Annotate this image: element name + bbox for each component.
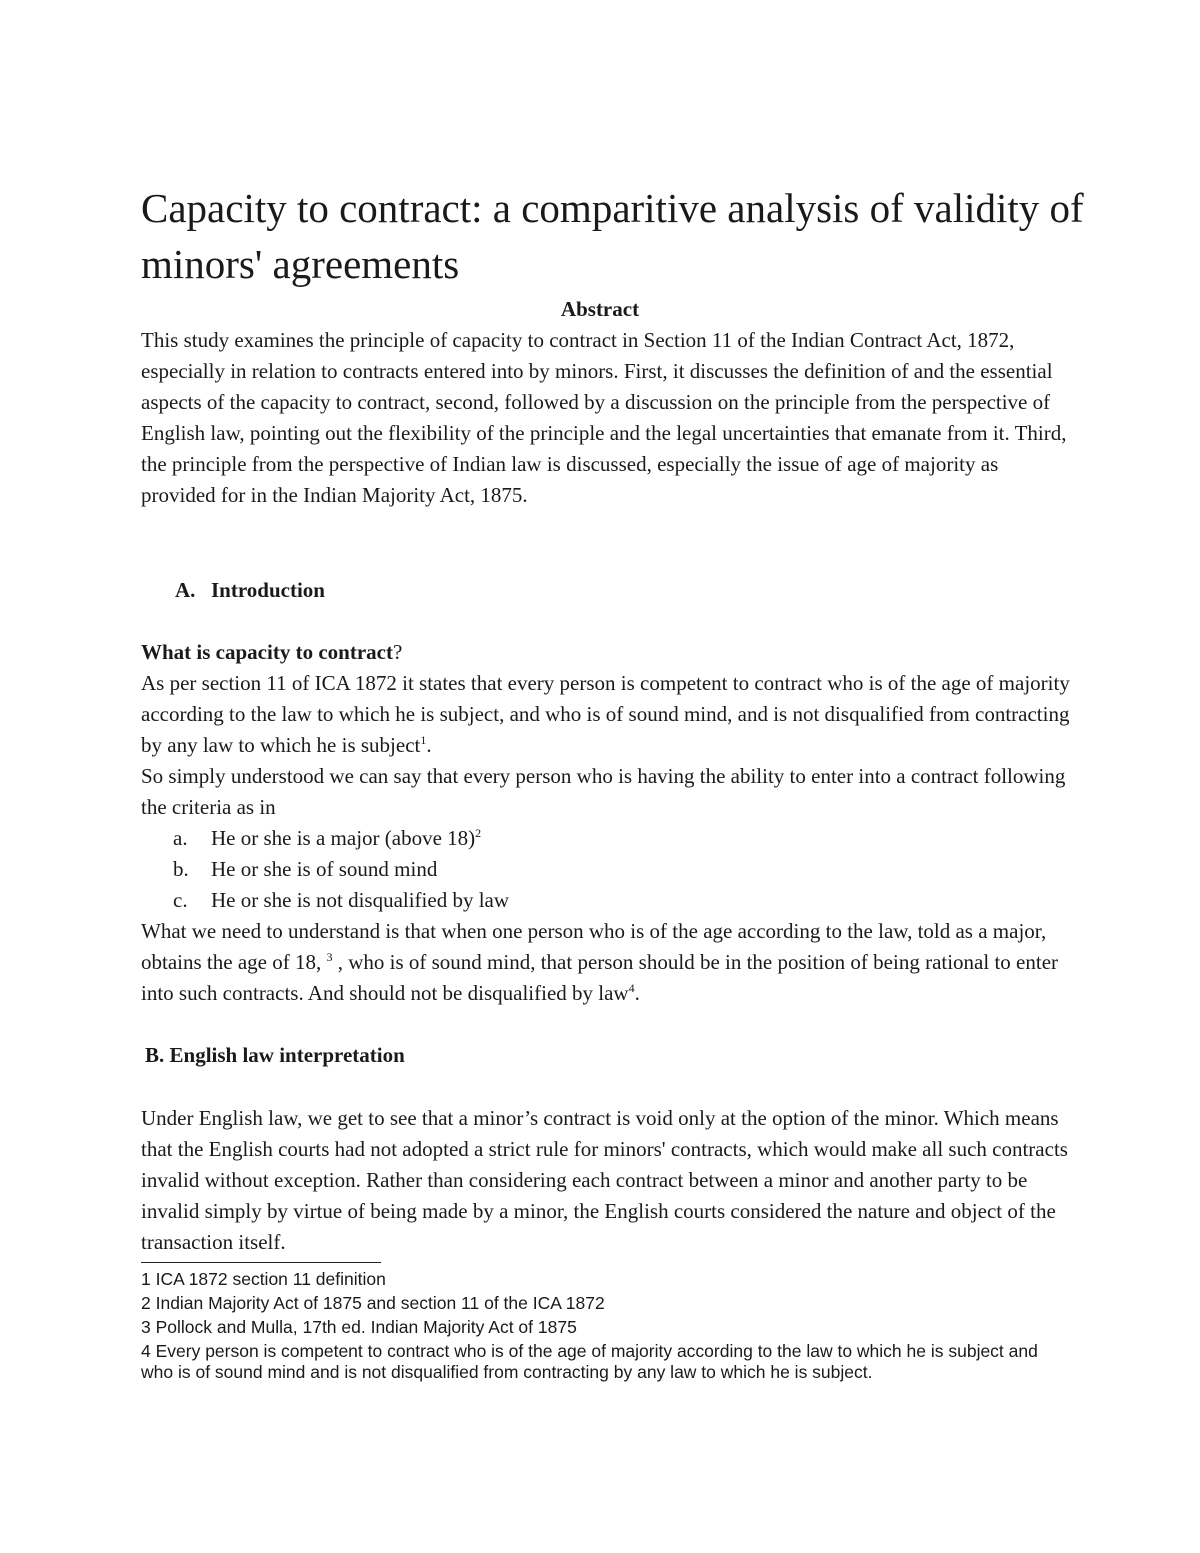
list-marker: c. — [173, 888, 188, 912]
footnote-item: 1 ICA 1872 section 11 definition — [141, 1269, 386, 1289]
list-item-text: He or she is a major (above 18) — [211, 826, 476, 850]
footnote-item: 2 Indian Majority Act of 1875 and section 11 of the ICA 1872 — [141, 1293, 605, 1313]
intro-paragraph-3 — [141, 916, 1071, 1009]
subheading-capacity-question — [141, 637, 402, 667]
footnote-ref-1[interactable]: 1 — [420, 733, 427, 747]
abstract-body: This study examines the principle of capacity to contract in Section 11 of the Indian Contract Act, 1872, especially in relation to contracts entered into by minors. First, it discusses the definition of and the essential aspects of the capacity to contract, second, followed by a discussion on the principle from the perspective of English law, pointing out the flexibility of the principle and the legal uncertainties that emanate from it. Third, the principle from the perspective of Indian law is discussed, especially the issue of age of majority as provided for in the Indian Majority Act, 1875. — [141, 328, 1067, 507]
intro-paragraph-3-text-b: , who is of sound mind, that person should be in the position of being rational to enter into such contracts. And should not be disqualified by law — [141, 950, 1059, 1005]
list-item — [141, 854, 509, 885]
list-item-text: He or she is not disqualified by law — [211, 888, 510, 912]
question-mark: ? — [392, 640, 403, 664]
intro-paragraph-1-end: . — [426, 733, 432, 757]
footnote-separator — [141, 1262, 381, 1263]
list-marker: a. — [173, 826, 188, 850]
footnote-item: 3 Pollock and Mulla, 17th ed. Indian Majority Act of 1875 — [141, 1317, 577, 1337]
footnotes-list — [141, 1269, 1061, 1386]
abstract-heading: Abstract — [560, 297, 640, 321]
intro-paragraph-2: So simply understood we can say that every person who is having the ability to enter into a contract following the criteria as in — [141, 764, 1066, 819]
intro-paragraph-1-text: As per section 11 of ICA 1872 it states that every person is competent to contract who is of the age of majority according to the law to which he is subject, and who is of sound mind, and is not disqualified from contracting by any law to which he is subject — [141, 671, 1070, 757]
footnote-item: 4 Every person is competent to contract who is of the age of majority according to the law to which he is subject and who is of sound mind and is not disqualified from contracting by any law to which he is subject. — [141, 1341, 1038, 1382]
intro-paragraph-1 — [141, 668, 1071, 761]
section-a-heading — [175, 575, 325, 605]
section-a-title: Introduction — [211, 578, 325, 602]
intro-paragraph-3-text-a: What we need to understand is that when one person who is of the age according to the law, told as a major, obtains the age of 18, — [141, 919, 1047, 974]
list-item — [141, 823, 509, 854]
list-marker: b. — [173, 857, 189, 881]
subheading-capacity-question-text: What is capacity to contract — [141, 640, 393, 664]
footnote-ref-3[interactable]: 3 — [326, 950, 333, 964]
footnote-ref-4[interactable]: 4 — [628, 981, 635, 995]
section-a-number: A. — [175, 578, 196, 602]
list-item — [141, 885, 509, 916]
footnote-ref-2[interactable]: 2 — [475, 826, 482, 840]
intro-paragraph-3-end: . — [634, 981, 640, 1005]
english-law-paragraph: Under English law, we get to see that a minor’s contract is void only at the option of the minor. Which means that the English courts had not adopted a strict rule for minors' contracts, which would make all such contracts invalid without exception. Rather than considering each contract between a minor and another party to be invalid simply by virtue of being made by a minor, the English courts considered the nature and object of the transaction itself. — [141, 1106, 1068, 1254]
document-title: Capacity to contract: a comparitive analysis of validity of minors' agreements — [141, 185, 1084, 287]
list-item-text: He or she is of sound mind — [211, 857, 438, 881]
criteria-list — [141, 823, 509, 916]
section-b-heading: B. English law interpretation — [145, 1043, 405, 1067]
